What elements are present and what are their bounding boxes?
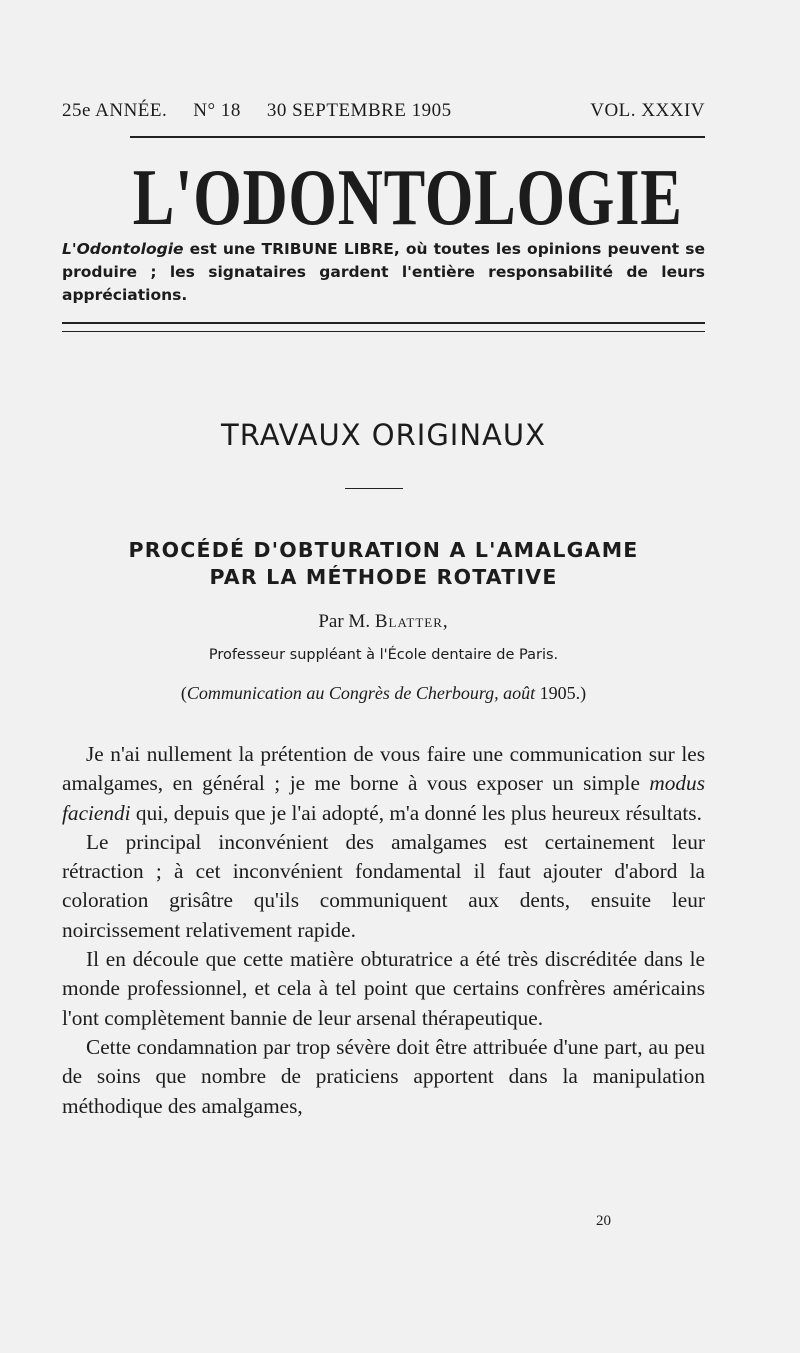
volume-number: VOL. XXXIV: [590, 100, 705, 121]
section-title: TRAVAUX ORIGINAUX: [221, 418, 546, 452]
communication-year: 1905.): [535, 683, 587, 703]
short-rule-divider: [345, 488, 403, 489]
header-rule: [130, 136, 705, 138]
article-title: [62, 537, 705, 591]
editorial-statement: [62, 238, 705, 307]
issue-date: 30 SEPTEMBRE 1905: [266, 100, 452, 121]
journal-masthead: L'ODONTOLOGIE: [132, 154, 683, 242]
communication-venue: Communication au Congrès de Cherbourg, août: [186, 683, 536, 703]
author-affiliation: Professeur suppléant à l'École dentaire de Paris.: [208, 647, 559, 663]
paragraph-1: Je n'ai nullement la prétention de vous faire une communication sur les amalgames, en général ; je me borne à vous exposer un simple modus faciendi qui, depuis que je l'ai adopté, m'a donné les plus heureux résultats.: [62, 742, 705, 825]
running-header: [62, 100, 705, 122]
journal-name: L'Odontologie: [62, 240, 184, 258]
article-author: [62, 611, 705, 633]
statement-text: est une TRIBUNE LIBRE, où toutes les opinions peuvent se produire ; les signataires gardent l'entière responsabilité de leurs appréciations.: [62, 240, 705, 304]
issue-year: 25e ANNÉE.: [62, 100, 168, 121]
page-folio: 20: [596, 1213, 611, 1229]
author-name: Blatter,: [374, 611, 449, 632]
paragraph-2: Le principal inconvénient des amalgames est certainement leur rétraction ; à cet inconvénient fondamental il faut ajouter d'abord la coloration grisâtre qu'ils communiquent aux dents, ensuite leur noircissement relativement rapide.: [62, 829, 705, 942]
article-title-line-2: PAR LA MÉTHODE ROTATIVE: [209, 565, 558, 589]
latin-phrase: modus faciendi: [62, 771, 705, 825]
article-body: [62, 740, 705, 1121]
issue-number: N° 18: [193, 100, 241, 121]
author-prefix: Par M.: [318, 611, 375, 632]
paragraph-4: Cette condamnation par trop sévère doit être attribuée d'une part, au peu de soins que nombre de praticiens apportent dans la manipulation méthodique des amalgames,: [62, 1034, 705, 1118]
double-rule-divider: [62, 322, 705, 332]
issue-info: [62, 100, 452, 122]
communication-note: (Communication au Congrès de Cherbourg, août 1905.): [180, 683, 587, 703]
paragraph-3: Il en découle que cette matière obturatrice a été très discréditée dans le monde professionnel, et cela à tel point que certains confrères américains l'ont complètement bannie de leur arsenal thérapeutique.: [62, 947, 705, 1030]
article-title-line-1: PROCÉDÉ D'OBTURATION A L'AMALGAME: [128, 538, 639, 562]
